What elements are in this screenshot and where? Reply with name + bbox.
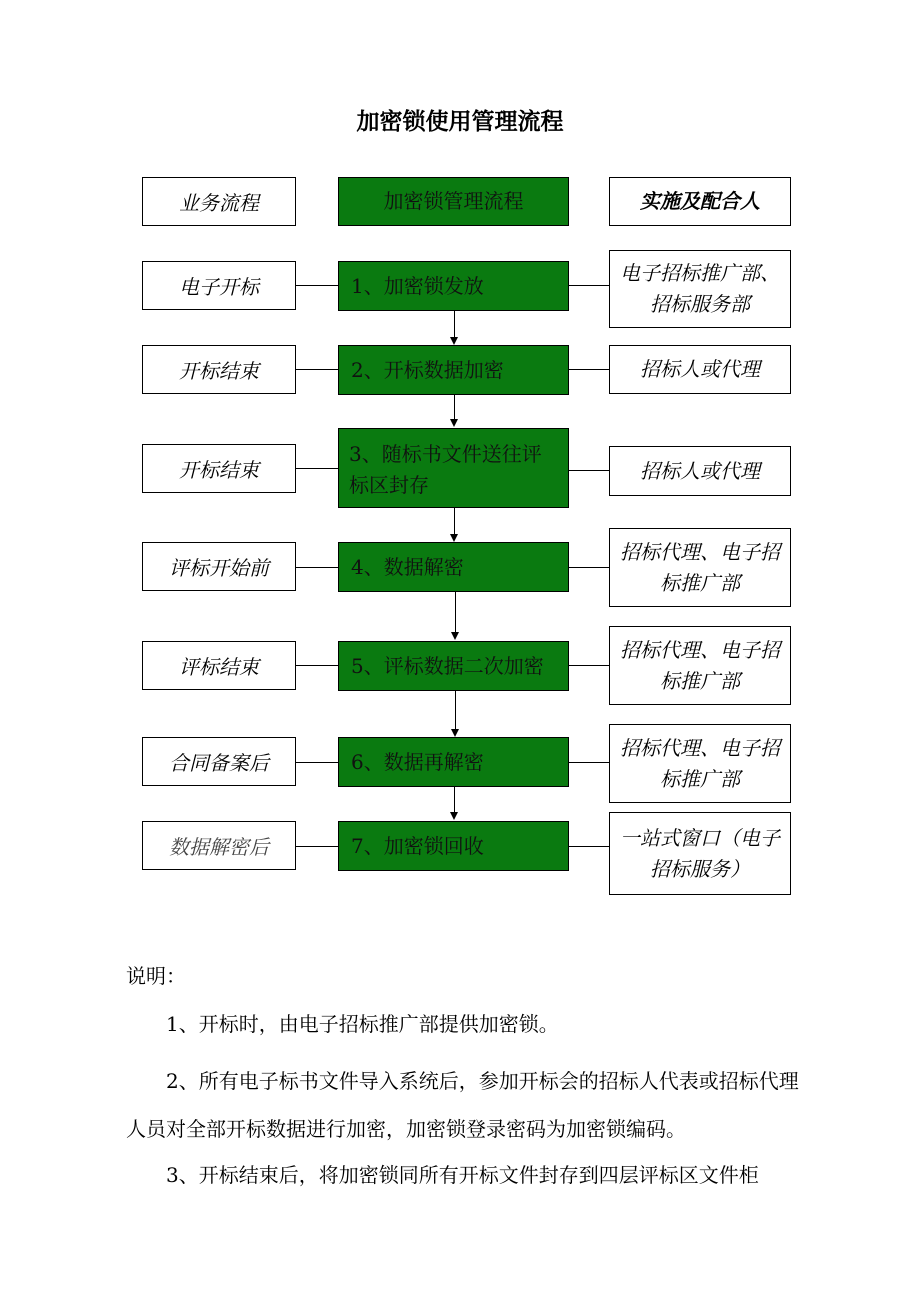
implementer-step-2: 招标人或代理	[609, 345, 791, 394]
connector-right-1	[569, 285, 609, 286]
connector-right-5	[569, 665, 609, 666]
implementer-step-1: 电子招标推广部、招标服务部	[609, 250, 791, 328]
note-item-3: 3、开标结束后，将加密锁同所有开标文件封存到四层评标区文件柜	[166, 1163, 759, 1187]
flow-step-2: 2、开标数据加密	[338, 345, 569, 395]
note-item-1: 1、开标时，由电子招标推广部提供加密锁。	[166, 1012, 559, 1036]
connector-left-4	[296, 567, 338, 568]
implementer-step-6: 招标代理、电子招标推广部	[609, 724, 791, 803]
flow-arrow-6	[454, 787, 455, 813]
connector-right-7	[569, 846, 609, 847]
implementer-step-3: 招标人或代理	[609, 446, 791, 496]
connector-right-6	[569, 762, 609, 763]
flow-step-5: 5、评标数据二次加密	[338, 641, 569, 691]
notes-heading: 说明：	[126, 964, 186, 988]
business-step-1: 电子开标	[142, 261, 296, 310]
implementer-step-4: 招标代理、电子招标推广部	[609, 528, 791, 607]
flow-step-1: 1、加密锁发放	[338, 261, 569, 311]
arrowhead-2	[450, 419, 458, 427]
business-step-5: 评标结束	[142, 641, 296, 690]
business-step-4: 评标开始前	[142, 542, 296, 591]
connector-left-3	[296, 468, 338, 469]
connector-left-2	[296, 369, 338, 370]
business-step-6: 合同备案后	[142, 737, 296, 786]
business-step-3: 开标结束	[142, 444, 296, 493]
implementer-step-5: 招标代理、电子招标推广部	[609, 626, 791, 705]
connector-left-1	[296, 285, 338, 286]
flow-arrow-2	[454, 395, 455, 420]
flow-arrow-1	[454, 311, 455, 338]
business-step-2: 开标结束	[142, 345, 296, 394]
flow-step-3: 3、随标书文件送往评标区封存	[338, 428, 569, 508]
arrowhead-6	[450, 812, 458, 820]
arrowhead-3	[450, 534, 458, 542]
flow-step-7: 7、加密锁回收	[338, 821, 569, 871]
flow-arrow-3	[454, 508, 455, 535]
header-lock-management: 加密锁管理流程	[338, 177, 569, 226]
connector-right-4	[569, 567, 609, 568]
flow-step-4: 4、数据解密	[338, 542, 569, 592]
arrowhead-4	[451, 632, 459, 640]
connector-left-5	[296, 665, 338, 666]
business-step-7: 数据解密后	[142, 821, 296, 870]
header-implementer: 实施及配合人	[609, 177, 791, 226]
note-item-2: 2、所有电子标书文件导入系统后，参加开标会的招标人代表或招标代理人员对全部开标数据进行加密，加密锁登录密码为加密锁编码。	[126, 1069, 799, 1141]
header-business-process: 业务流程	[142, 177, 296, 226]
flow-arrow-5	[455, 691, 456, 730]
flow-step-6: 6、数据再解密	[338, 737, 569, 787]
flow-arrow-4	[455, 592, 456, 633]
arrowhead-1	[450, 337, 458, 345]
arrowhead-5	[451, 729, 459, 737]
connector-left-6	[296, 762, 338, 763]
connector-left-7	[296, 846, 338, 847]
connector-right-3	[569, 470, 609, 471]
connector-right-2	[569, 369, 609, 370]
page-title: 加密锁使用管理流程	[356, 109, 564, 135]
implementer-step-7: 一站式窗口（电子招标服务）	[609, 812, 791, 895]
